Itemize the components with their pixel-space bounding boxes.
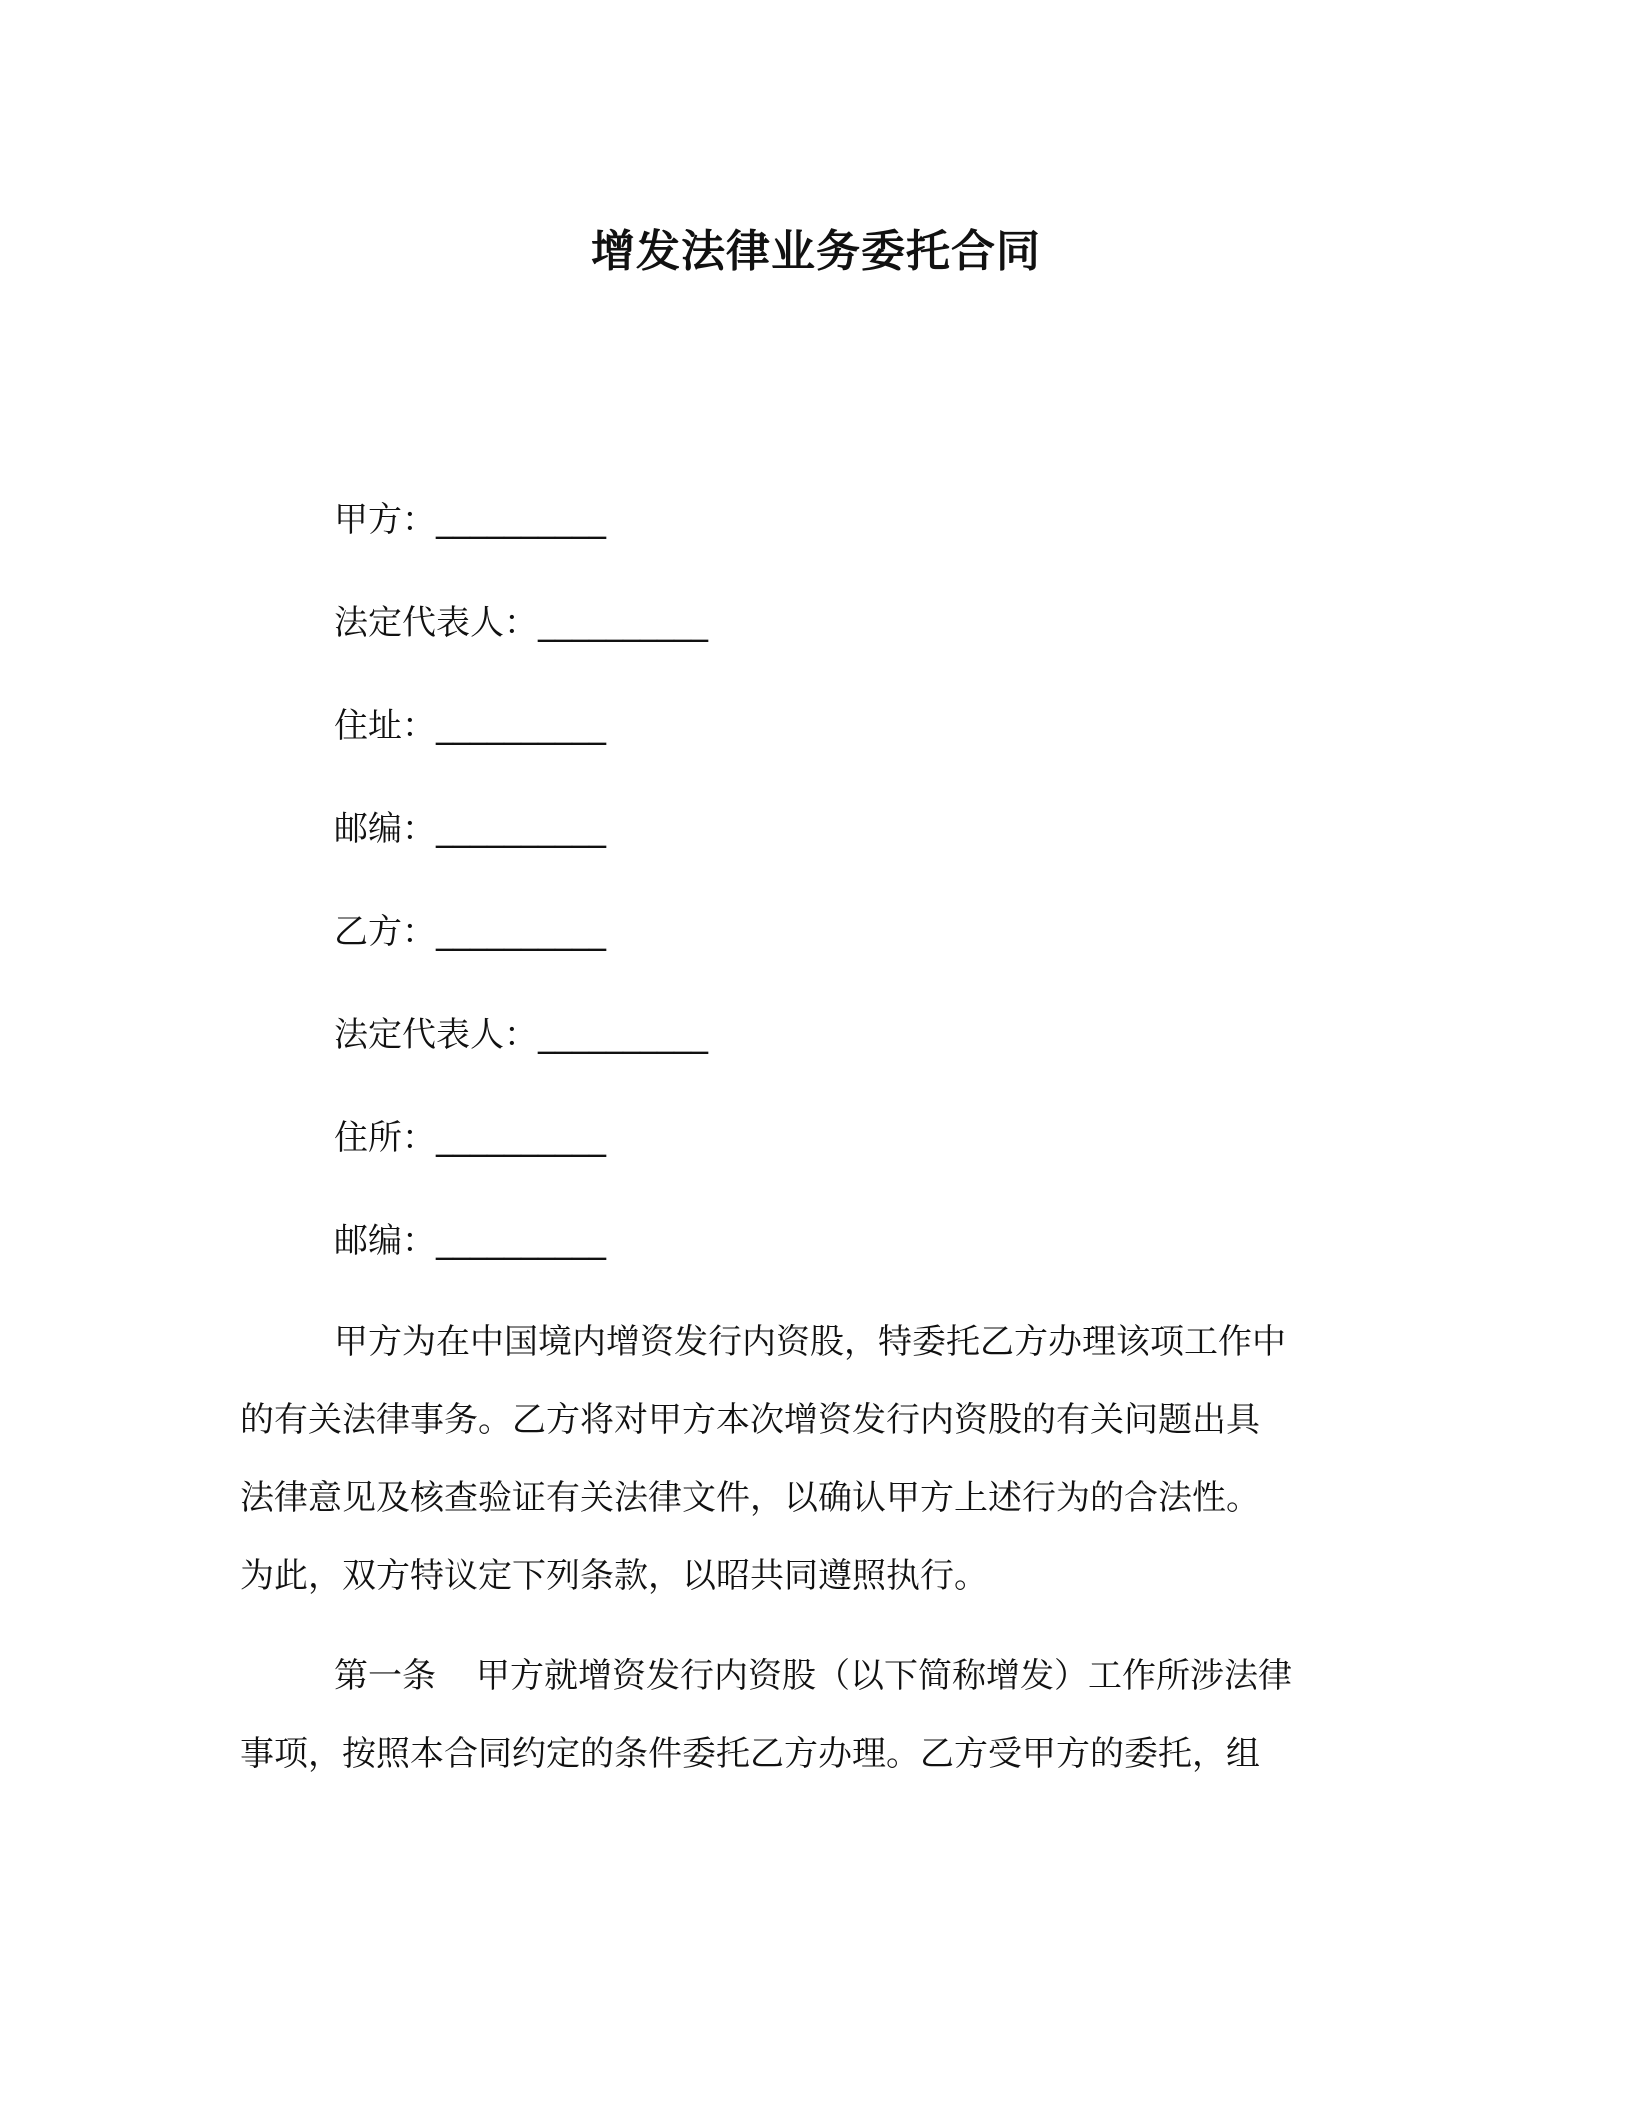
party-b-legal-rep-field: 法定代表人：__________ [334, 1015, 708, 1055]
preamble-line: 的有关法律事务。乙方将对甲方本次增资发行内资股的有关问题出具 [240, 1400, 1260, 1440]
preamble-line: 法律意见及核查验证有关法律文件，以确认甲方上述行为的合法性。 [240, 1478, 1260, 1518]
article-1-paragraph [240, 1637, 1380, 1793]
party-a-name-field: 甲方：__________ [334, 500, 606, 540]
article-1-heading: 第一条 [334, 1656, 436, 1696]
party-a-postcode-field: 邮编：__________ [334, 809, 606, 849]
article-1-line: 事项，按照本合同约定的条件委托乙方办理。乙方受甲方的委托，组 [240, 1734, 1260, 1774]
article-1-text: 甲方就增资发行内资股（以下简称增发）工作所涉法律 [476, 1656, 1292, 1696]
party-a-legal-rep-field: 法定代表人：__________ [334, 603, 708, 643]
party-a-address-field: 住址：__________ [334, 706, 606, 746]
document-title: 增发法律业务委托合同 [591, 226, 1041, 277]
party-b-postcode-field: 邮编：__________ [334, 1221, 606, 1261]
preamble-line: 为此，双方特议定下列条款，以昭共同遵照执行。 [240, 1556, 988, 1596]
party-b-residence-field: 住所：__________ [334, 1118, 606, 1158]
preamble-line: 甲方为在中国境内增资发行内资股，特委托乙方办理该项工作中 [334, 1322, 1286, 1362]
preamble-paragraph [240, 1303, 1380, 1615]
party-b-name-field: 乙方：__________ [334, 912, 606, 952]
article-1-first-line [240, 1637, 1380, 1715]
